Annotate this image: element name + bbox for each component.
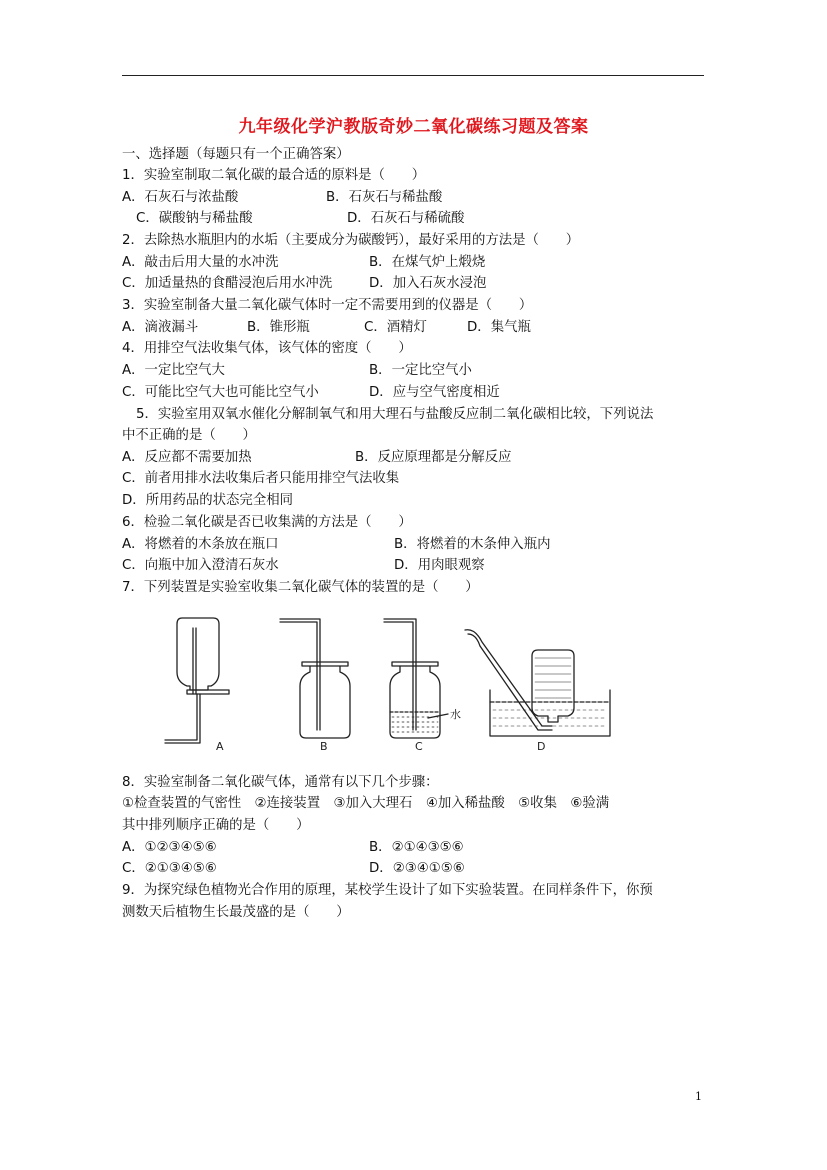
question-5-line-1: 5．实验室用双氧水催化分解制氧气和用大理石与盐酸反应制二氧化碳相比较，下列说法 bbox=[136, 407, 654, 422]
q5-option-c: C．前者用排水法收集后者只能用排空气法收集 bbox=[122, 471, 400, 486]
q5-option-a: A．反应都不需要加热 bbox=[122, 450, 252, 465]
q3-option-a: A．滴液漏斗 bbox=[122, 320, 199, 335]
q1-option-c: C．碳酸钠与稀盐酸 bbox=[136, 211, 253, 226]
apparatus-d bbox=[465, 630, 610, 753]
q3-option-d: D．集气瓶 bbox=[467, 320, 531, 335]
apparatus-c bbox=[384, 619, 461, 753]
label-d: D bbox=[537, 740, 546, 753]
label-c: C bbox=[415, 740, 423, 753]
question-9-line-1: 9．为探究绿色植物光合作用的原理，某校学生设计了如下实验装置。在同样条件下，你预 bbox=[122, 883, 653, 898]
apparatus-figure bbox=[160, 612, 620, 766]
q8-option-d: D．②③④①⑤⑥ bbox=[369, 861, 465, 876]
label-b: B bbox=[320, 740, 328, 753]
question-3: 3．实验室制备大量二氧化碳气体时一定不需要用到的仪器是（ ） bbox=[122, 298, 533, 313]
page-title: 九年级化学沪教版奇妙二氧化碳练习题及答案 bbox=[238, 117, 589, 137]
question-2: 2．去除热水瓶胆内的水垢（主要成分为碳酸钙），最好采用的方法是（ ） bbox=[122, 233, 580, 248]
q4-option-d: D．应与空气密度相近 bbox=[369, 385, 500, 400]
question-1: 1．实验室制取二氧化碳的最合适的原料是（ ） bbox=[122, 168, 426, 183]
section-heading: 一、选择题（每题只有一个正确答案） bbox=[122, 147, 350, 162]
q2-option-b: B．在煤气炉上煅烧 bbox=[369, 255, 486, 270]
q4-option-a: A．一定比空气大 bbox=[122, 363, 225, 378]
q8-steps: ①检查装置的气密性 ②连接装置 ③加入大理石 ④加入稀盐酸 ⑤收集 ⑥验满 bbox=[122, 796, 610, 811]
q8-prompt: 其中排列顺序正确的是（ ） bbox=[122, 818, 310, 833]
q8-option-a: A．①②③④⑤⑥ bbox=[122, 840, 217, 855]
question-9-line-2: 测数天后植物生长最茂盛的是（ ） bbox=[122, 905, 350, 920]
question-5-line-2: 中不正确的是（ ） bbox=[122, 428, 256, 443]
q5-option-d: D．所用药品的状态完全相同 bbox=[122, 493, 293, 508]
q3-option-b: B．锥形瓶 bbox=[247, 320, 310, 335]
question-4: 4．用排空气法收集气体，该气体的密度（ ） bbox=[122, 341, 412, 356]
question-6: 6．检验二氧化碳是否已收集满的方法是（ ） bbox=[122, 515, 412, 530]
question-7: 7．下列装置是实验室收集二氧化碳气体的装置的是（ ） bbox=[122, 580, 479, 595]
q1-option-d: D．石灰石与稀硫酸 bbox=[347, 211, 465, 226]
q2-option-c: C．加适量热的食醋浸泡后用水冲洗 bbox=[122, 276, 333, 291]
q6-option-c: C．向瓶中加入澄清石灰水 bbox=[122, 558, 279, 573]
question-8: 8．实验室制备二氧化碳气体，通常有以下几个步骤： bbox=[122, 775, 439, 790]
q8-option-c: C．②①③④⑤⑥ bbox=[122, 861, 217, 876]
apparatus-b bbox=[280, 619, 350, 753]
water-label: 水 bbox=[450, 708, 461, 721]
q1-option-a: A．石灰石与浓盐酸 bbox=[122, 190, 239, 205]
q6-option-a: A．将燃着的木条放在瓶口 bbox=[122, 537, 279, 552]
q2-option-d: D．加入石灰水浸泡 bbox=[369, 276, 487, 291]
q6-option-b: B．将燃着的木条伸入瓶内 bbox=[394, 537, 551, 552]
q4-option-b: B．一定比空气小 bbox=[369, 363, 472, 378]
q2-option-a: A．敲击后用大量的水冲洗 bbox=[122, 255, 279, 270]
header-rule bbox=[122, 75, 704, 76]
q1-option-b: B．石灰石与稀盐酸 bbox=[326, 190, 443, 205]
q4-option-c: C．可能比空气大也可能比空气小 bbox=[122, 385, 319, 400]
apparatus-a bbox=[165, 618, 229, 753]
q3-option-c: C．酒精灯 bbox=[364, 320, 427, 335]
label-a: A bbox=[216, 740, 224, 753]
page-number: 1 bbox=[695, 1090, 702, 1103]
q8-option-b: B．②①④③⑤⑥ bbox=[369, 840, 464, 855]
q5-option-b: B．反应原理都是分解反应 bbox=[355, 450, 512, 465]
q6-option-d: D．用肉眼观察 bbox=[394, 558, 485, 573]
